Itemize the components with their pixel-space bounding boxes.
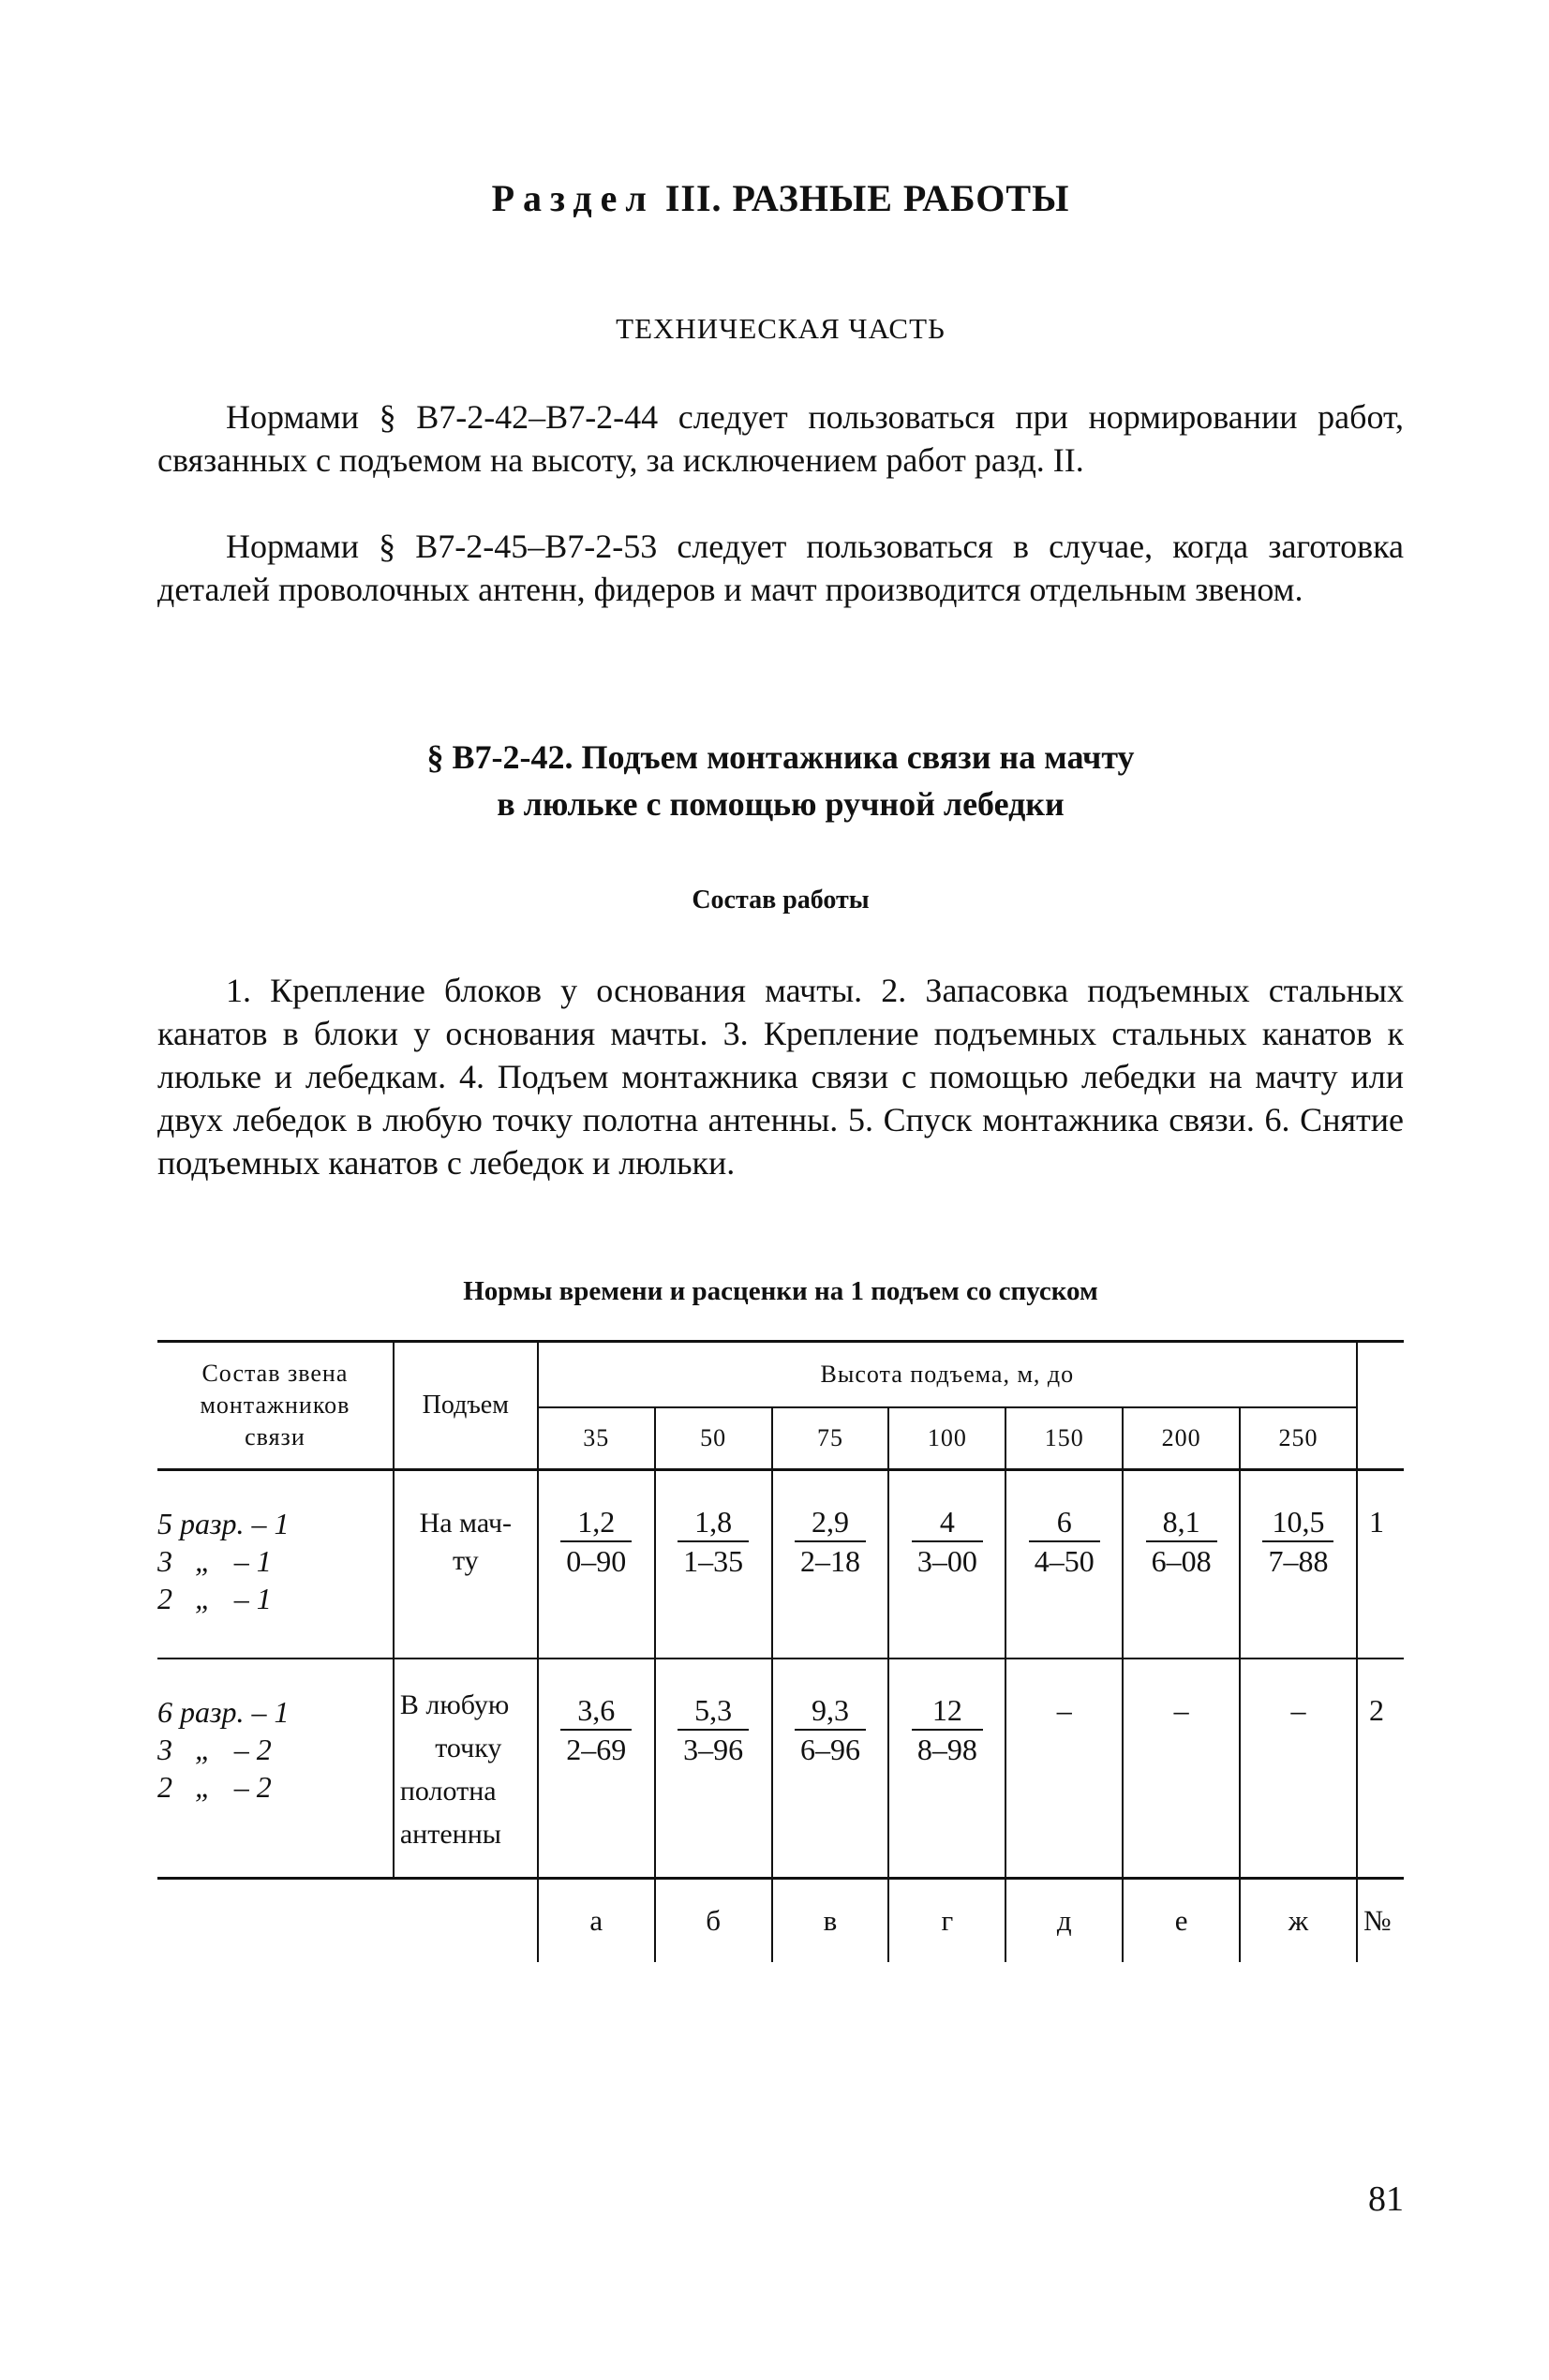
column-letter: в xyxy=(772,1879,889,1963)
crew-composition: 6 разр. – 1 3 „ – 2 2 „ – 2 xyxy=(157,1659,394,1879)
header-height: Высота подъема, м, до xyxy=(538,1342,1357,1408)
norm-cell: $\frac{1,8}{1-35}$ xyxy=(655,1470,772,1659)
column-letter: ж xyxy=(1240,1879,1357,1963)
composition-text: 1. Крепление блоков у основания мачты. 2. Запасовка подъемных стальных канатов в блоки у основания мачты. 3. Крепление подъемных стальных канатов к люльке и лебедкам. 4. Подъем монтажника связи с помощью лебедки на мачту или двух лебедок в любую точку полотна антенны. 5. Спуск монтажника связи. 6. Снятие подъемных канатов с лебедок и люльки. xyxy=(157,972,1404,1182)
header-height-35: 35 xyxy=(538,1407,655,1470)
header-height-50: 50 xyxy=(655,1407,772,1470)
section-name: III. РАЗНЫЕ РАБОТЫ xyxy=(664,177,1070,219)
section-word: Раздел xyxy=(491,177,655,219)
norm-cell: $\frac{10,5}{7-88}$ xyxy=(1240,1470,1357,1659)
norm-cell: $\frac{3,6}{2-69}$ xyxy=(538,1659,655,1879)
intro-paragraph-1: Нормами § В7-2-42–В7-2-44 следует пользоваться при нормировании работ, связанных с подъемом на высоту, за исключением работ разд. II. xyxy=(157,398,1404,479)
column-letter: а xyxy=(538,1879,655,1963)
header-height-200: 200 xyxy=(1123,1407,1240,1470)
table-row xyxy=(157,1659,1404,1879)
header-height-150: 150 xyxy=(1005,1407,1123,1470)
lift-type: В любую точку полотна антенны xyxy=(394,1659,538,1879)
header-crew: Состав звена монтажников связи xyxy=(157,1342,394,1470)
technical-part-heading: ТЕХНИЧЕСКАЯ ЧАСТЬ xyxy=(616,312,946,345)
column-number-sign: № xyxy=(1357,1879,1404,1963)
norm-cell: $\frac{4}{3-00}$ xyxy=(888,1470,1005,1659)
column-letter: б xyxy=(655,1879,772,1963)
section-title xyxy=(157,176,1404,220)
row-number: 2 xyxy=(1357,1659,1404,1879)
footer-empty xyxy=(157,1879,394,1963)
footer-empty xyxy=(394,1879,538,1963)
norm-cell: $\frac{9,3}{6-96}$ xyxy=(772,1659,889,1879)
header-row-number xyxy=(1357,1342,1404,1470)
crew-composition: 5 разр. – 1 3 „ – 1 2 „ – 1 xyxy=(157,1470,394,1659)
table-row xyxy=(157,1470,1404,1659)
empty-cell-dash: – xyxy=(1123,1659,1240,1879)
composition-heading: Состав работы xyxy=(692,885,870,915)
empty-cell-dash: – xyxy=(1005,1659,1123,1879)
norm-cell: $\frac{12}{8-98}$ xyxy=(888,1659,1005,1879)
header-height-250: 250 xyxy=(1240,1407,1357,1470)
header-height-75: 75 xyxy=(772,1407,889,1470)
header-lift: Подъем xyxy=(394,1342,538,1470)
empty-cell-dash: – xyxy=(1240,1659,1357,1879)
norms-table xyxy=(157,1340,1404,1962)
header-height-100: 100 xyxy=(888,1407,1005,1470)
norm-heading-line-1: § В7-2-42. Подъем монтажника связи на мачту xyxy=(426,738,1135,776)
norm-cell: $\frac{5,3}{3-96}$ xyxy=(655,1659,772,1879)
column-letter: г xyxy=(888,1879,1005,1963)
norm-cell: $\frac{8,1}{6-08}$ xyxy=(1123,1470,1240,1659)
norm-cell: $\frac{1,2}{0-90}$ xyxy=(538,1470,655,1659)
norm-cell: $\frac{2,9}{2-18}$ xyxy=(772,1470,889,1659)
row-number: 1 xyxy=(1357,1470,1404,1659)
column-letter: е xyxy=(1123,1879,1240,1963)
intro-paragraph-2: Нормами § В7-2-45–В7-2-53 следует пользоваться в случае, когда заготовка деталей проволочных антенн, фидеров и мачт производится отдельным звеном. xyxy=(157,528,1404,608)
norm-cell: $\frac{6}{4-50}$ xyxy=(1005,1470,1123,1659)
lift-type: На мач- ту xyxy=(394,1470,538,1659)
column-letter-row xyxy=(157,1879,1404,1963)
page-number: 81 xyxy=(1368,2179,1404,2219)
column-letter: д xyxy=(1005,1879,1123,1963)
norm-heading-line-2: в люльке с помощью ручной лебедки xyxy=(497,785,1065,823)
table-caption: Нормы времени и расценки на 1 подъем со спуском xyxy=(463,1276,1098,1306)
norm-heading xyxy=(157,734,1404,827)
